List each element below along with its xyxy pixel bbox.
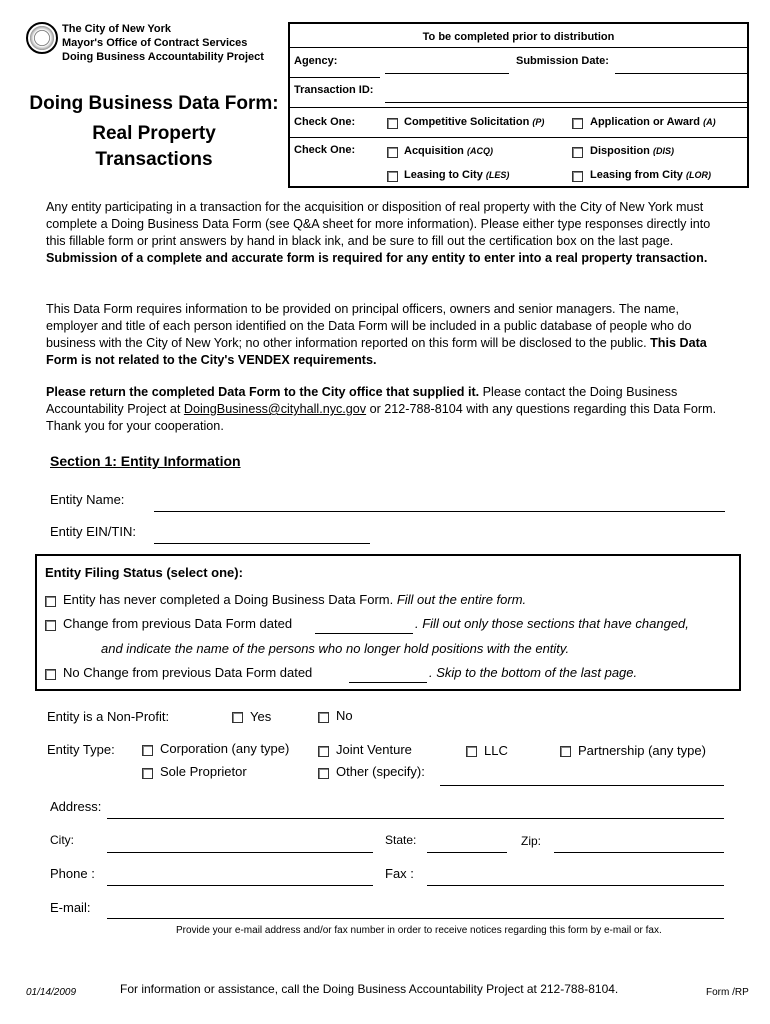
option-code: (DIS): [652, 146, 674, 156]
org-name: The City of New York: [62, 23, 172, 35]
agency-field[interactable]: [385, 73, 509, 74]
leasing-from-city-option: [590, 169, 711, 181]
transaction-id-label: Transaction ID:: [294, 84, 374, 96]
fax-field[interactable]: [427, 885, 724, 886]
intro-text: Any entity participating in a transaction for the acquisition or disposition of real property with the City of New York must complete a Doing Business Data Form (see Q&A sheet for more information). Please either type responses directly into this fillable form or print answers by hand in black ink, and be sure to fill out the certification box on the last page.: [46, 200, 711, 248]
agency-label: Agency:: [294, 55, 338, 67]
option-label: Entity has never completed a Doing Business Data Form.: [63, 592, 394, 607]
filing-status-heading: Entity Filing Status (select one):: [45, 565, 243, 580]
leasing-to-city-checkbox[interactable]: [387, 171, 398, 182]
option-label: Disposition: [590, 145, 650, 157]
footer-form-id: Form /RP: [706, 987, 749, 998]
no-change-option-label: No Change from previous Data Form dated: [63, 665, 313, 680]
competitive-solicitation-checkbox[interactable]: [387, 118, 398, 129]
divider: [290, 107, 747, 108]
no-change-option-note: . Skip to the bottom of the last page.: [429, 665, 638, 680]
distribution-heading: To be completed prior to distribution: [422, 31, 615, 43]
phone-label: Phone :: [50, 866, 95, 881]
partnership-label: Partnership (any type): [578, 743, 706, 758]
option-label: Acquisition: [404, 145, 464, 157]
contact-email-link[interactable]: DoingBusiness@cityhall.nyc.gov: [183, 402, 367, 416]
divider: [290, 77, 380, 78]
form-subtitle-line2: Transactions: [95, 149, 213, 170]
intro-paragraph-3: [46, 384, 726, 435]
zip-label: Zip:: [521, 834, 542, 848]
change-option-label: Change from previous Data Form dated: [63, 616, 293, 631]
email-note: Provide your e-mail address and/or fax number in order to receive notices regarding this form by e-mail or fax.: [176, 925, 662, 936]
acquisition-option: [404, 145, 493, 157]
check-one-label: Check One:: [294, 144, 356, 156]
non-profit-yes-label: Yes: [250, 709, 272, 724]
state-field[interactable]: [427, 852, 507, 853]
submission-date-field[interactable]: [615, 73, 747, 74]
nyc-seal-logo: [26, 22, 58, 54]
acquisition-checkbox[interactable]: [387, 147, 398, 158]
option-label: Leasing from City: [590, 169, 683, 181]
intro-bold-text: Please return the completed Data Form to the City office that supplied it.: [46, 385, 480, 399]
llc-label: LLC: [484, 743, 508, 758]
no-change-date-field[interactable]: [349, 682, 427, 683]
option-label: Application or Award: [590, 116, 701, 128]
intro-text: This Data Form requires information to be provided on principal officers, owners and senior managers. The name, employer and title of each person identified on the Data Form will be included in a public database of people who do business with the City of New York; no other information reported on this form will be disclosed to the public.: [46, 302, 692, 350]
form-subtitle-line1: Real Property: [92, 123, 216, 144]
distribution-box: [288, 22, 749, 188]
option-code: (A): [703, 117, 716, 127]
city-label: City:: [50, 833, 74, 847]
llc-checkbox[interactable]: [466, 746, 477, 757]
footer-date: 01/14/2009: [26, 987, 77, 998]
form-title: Doing Business Data Form:: [29, 93, 279, 114]
option-label: Leasing to City: [404, 169, 483, 181]
org-project: Doing Business Accountability Project: [62, 51, 264, 63]
fax-label: Fax :: [385, 866, 414, 881]
intro-paragraph-1: [46, 199, 726, 267]
option-label: Competitive Solicitation: [404, 116, 530, 128]
never-filed-checkbox[interactable]: [45, 596, 56, 607]
email-label: E-mail:: [50, 900, 91, 915]
address-field[interactable]: [107, 818, 724, 819]
intro-text: Please contact the Doing Business Accountability Project at: [46, 385, 678, 416]
footer-info: For information or assistance, call the Doing Business Accountability Project at 212-788-8104.: [120, 982, 619, 996]
entity-type-label: Entity Type:: [47, 742, 115, 757]
intro-bold-text: Submission of a complete and accurate form is required for any entity to enter into a real property transaction.: [46, 251, 708, 265]
change-option-note: . Fill out only those sections that have changed,: [415, 616, 689, 631]
entity-ein-label: Entity EIN/TIN:: [50, 524, 136, 539]
section-1-title: Section 1: Entity Information: [50, 453, 241, 469]
intro-text: or 212-788-8104 with any questions regarding this Data Form. Thank you for your cooperation.: [46, 402, 717, 433]
option-code: (LOR): [685, 170, 711, 180]
other-type-label: Other (specify):: [336, 764, 425, 779]
non-profit-no-checkbox[interactable]: [318, 712, 329, 723]
intro-paragraph-2: [46, 301, 726, 369]
sole-proprietor-label: Sole Proprietor: [160, 764, 247, 779]
org-office: Mayor's Office of Contract Services: [62, 37, 248, 49]
option-code: (LES): [485, 170, 510, 180]
option-note: Fill out the entire form.: [396, 592, 527, 607]
address-label: Address:: [50, 799, 102, 814]
joint-venture-label: Joint Venture: [336, 742, 412, 757]
application-award-checkbox[interactable]: [572, 118, 583, 129]
submission-date-label: Submission Date:: [516, 55, 609, 67]
disposition-option: [590, 145, 674, 157]
non-profit-yes-checkbox[interactable]: [232, 712, 243, 723]
city-field[interactable]: [107, 852, 373, 853]
zip-field[interactable]: [554, 852, 724, 853]
competitive-solicitation-option: [404, 116, 544, 128]
phone-field[interactable]: [107, 885, 373, 886]
divider: [290, 47, 747, 48]
change-date-field[interactable]: [315, 633, 413, 634]
check-one-label: Check One:: [294, 116, 356, 128]
joint-venture-checkbox[interactable]: [318, 746, 329, 757]
disposition-checkbox[interactable]: [572, 147, 583, 158]
entity-ein-field[interactable]: [154, 543, 370, 544]
entity-name-field[interactable]: [154, 511, 725, 512]
option-code: (ACQ): [466, 146, 493, 156]
corporation-checkbox[interactable]: [142, 745, 153, 756]
transaction-id-field[interactable]: [385, 102, 747, 103]
sole-proprietor-checkbox[interactable]: [142, 768, 153, 779]
other-type-field[interactable]: [440, 785, 724, 786]
corporation-label: Corporation (any type): [160, 741, 290, 756]
form-subtitle: [0, 121, 308, 173]
divider: [290, 137, 747, 138]
never-filed-option: [63, 592, 526, 607]
option-code: (P): [532, 117, 545, 127]
application-award-option: [590, 116, 716, 128]
no-change-checkbox[interactable]: [45, 669, 56, 680]
other-type-checkbox[interactable]: [318, 768, 329, 779]
intro-bold-text: This Data Form is not related to the City's VENDEX requirements.: [46, 336, 707, 367]
entity-name-label: Entity Name:: [50, 492, 125, 507]
change-option-note-2: and indicate the name of the persons who no longer hold positions with the entity.: [101, 641, 570, 656]
leasing-to-city-option: [404, 169, 509, 181]
email-field[interactable]: [107, 918, 724, 919]
non-profit-no-label: No: [336, 708, 353, 723]
state-label: State:: [385, 833, 417, 847]
leasing-from-city-checkbox[interactable]: [572, 171, 583, 182]
partnership-checkbox[interactable]: [560, 746, 571, 757]
non-profit-label: Entity is a Non-Profit:: [47, 709, 170, 724]
change-checkbox[interactable]: [45, 620, 56, 631]
filing-status-box: [35, 554, 741, 691]
